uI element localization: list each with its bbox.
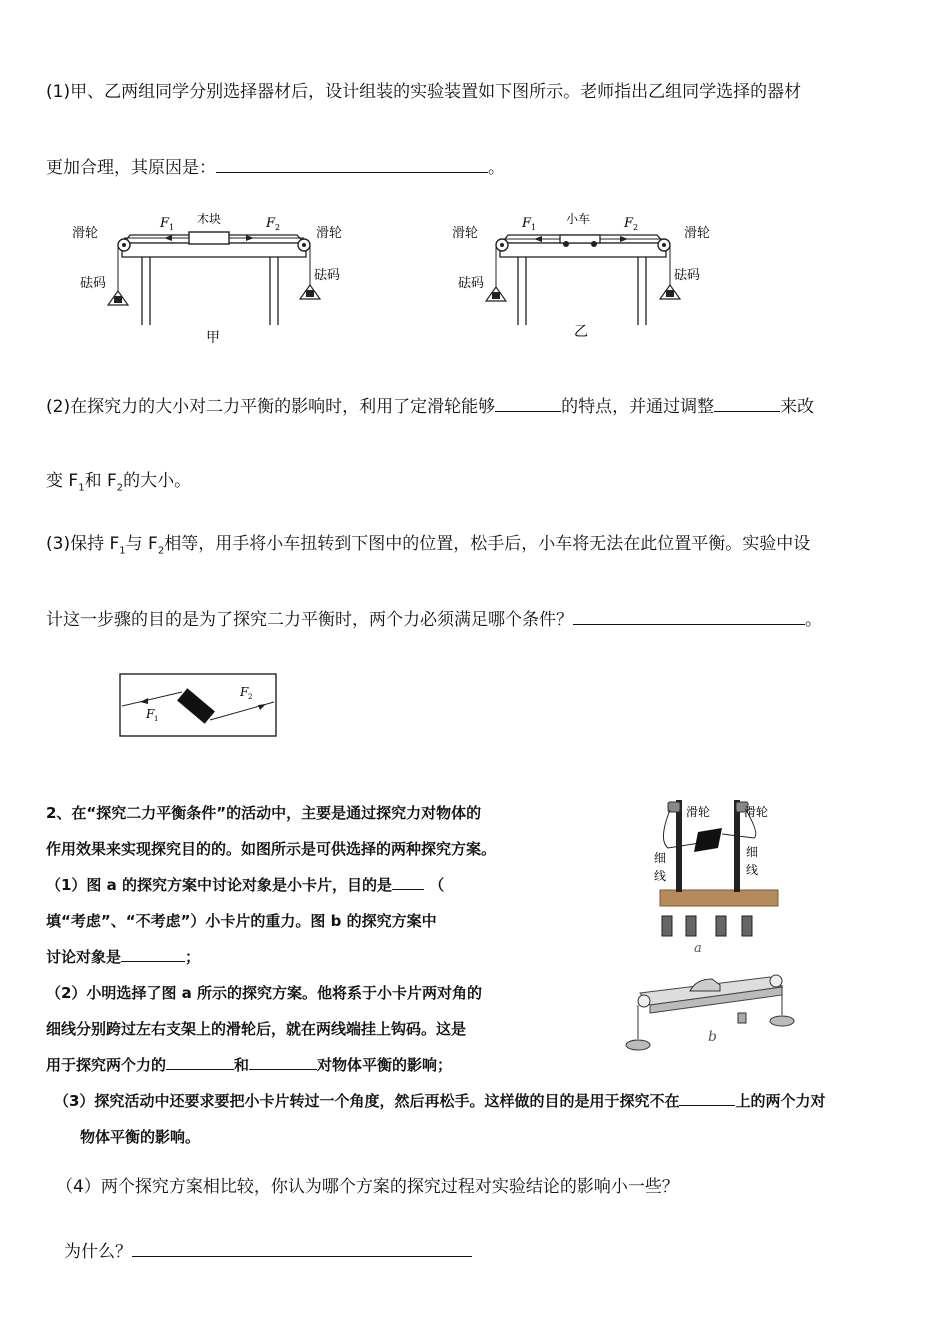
q2-blank-2[interactable] — [121, 946, 185, 962]
fig-a-card — [694, 828, 722, 852]
q1-p2-line1 — [46, 392, 814, 417]
jia-pulley-right-label: 滑轮 — [316, 226, 343, 241]
fig-a-stand-right — [734, 800, 740, 892]
fig-a-pulley-right-label: 滑轮 — [744, 805, 769, 819]
q2-l5-text-a: 讨论对象是 — [46, 948, 122, 966]
q2-l5-text-b: ； — [185, 948, 201, 966]
q1-p2-sub-2: 2 — [116, 482, 124, 494]
jia-f2-sub: 2 — [275, 223, 281, 232]
q2-blank-5[interactable] — [679, 1090, 735, 1106]
yi-weight-right-label: 砝码 — [674, 268, 701, 283]
q1-p3-end: 。 — [805, 610, 822, 630]
fig-b-weight-right — [770, 1016, 794, 1026]
q2-line8 — [46, 1054, 452, 1075]
q1-p3-text-c: 相等，用手将小车扭转到下图中的位置，松手后，小车将无法在此位置平衡。实验中设 — [164, 534, 811, 554]
q1-p2-text-f: 的大小。 — [123, 471, 192, 491]
fig-b-weight-left — [626, 1040, 650, 1050]
q2-l8-text-c: 对物体平衡的影响； — [317, 1056, 453, 1074]
q1-p2-text-d: 变 F — [46, 471, 79, 491]
q2-blank-4[interactable] — [249, 1054, 317, 1070]
q1-p2-text-e: 和 F — [84, 471, 117, 491]
q1-p2-blank-1[interactable] — [495, 394, 561, 412]
q1-p1-answer-blank[interactable] — [216, 155, 488, 173]
q2-l3-text-b: （ — [429, 876, 445, 894]
q2-blank-3[interactable] — [166, 1054, 234, 1070]
q2-l9-text-a: （3）探究活动中还要求要把小卡片转过一个角度，然后再松手。这样做的目的是用于探究不在 — [54, 1092, 680, 1110]
figure-jia — [72, 205, 343, 346]
jia-f1-label: F — [160, 216, 170, 231]
jia-pulley-left-label: 滑轮 — [72, 226, 99, 241]
fig-a-thread-left-1: 细 — [654, 851, 667, 865]
q1-p2-blank-2[interactable] — [714, 394, 780, 412]
fig-b-caption: b — [708, 1029, 717, 1045]
q2-blank-6[interactable] — [132, 1239, 472, 1257]
yi-caption: 乙 — [574, 324, 588, 340]
jia-weight-left-label: 砝码 — [80, 276, 107, 291]
q2-line5 — [46, 946, 200, 967]
q1-p2-line2 — [46, 466, 191, 493]
fig-b-pulley-left — [638, 995, 650, 1007]
fig-a-thread-right-2: 线 — [746, 863, 759, 877]
figure-b — [620, 965, 800, 1065]
q2-line10: 物体平衡的影响。 — [80, 1128, 201, 1146]
q1-p1-end: 。 — [488, 158, 505, 178]
q2-l9-text-b: 上的两个力对 — [735, 1092, 826, 1110]
q2-line6: （2）小明选择了图 a 所示的探究方案。他将系于小卡片两对角的 — [46, 984, 483, 1002]
twist-f2-sub: 2 — [248, 693, 253, 701]
q2-line4: 填“考虑”、“不考虑”）小卡片的重力。图 b 的探究方案中 — [46, 912, 437, 930]
q1-p1-line2 — [46, 153, 505, 178]
q2-line1: 2、在“探究二力平衡条件”的活动中，主要是通过探究力对物体的 — [46, 804, 482, 822]
yi-weight-left-label: 砝码 — [458, 276, 485, 291]
yi-f1-label: F — [522, 216, 532, 231]
jia-weight-right-label: 砝码 — [314, 268, 341, 283]
yi-f1-sub: 1 — [531, 223, 537, 232]
q2-l12-text: 为什么？ — [64, 1242, 132, 1262]
figure-yi — [452, 205, 712, 345]
q2-line3 — [46, 874, 444, 895]
q2-line2: 作用效果来实现探究目的的。如图所示是可供选择的两种探究方案。 — [46, 840, 497, 858]
figure-a — [650, 790, 790, 956]
q1-p2-text-c: 来改 — [780, 397, 815, 417]
q2-l8-text-a: 用于探究两个力的 — [46, 1056, 167, 1074]
jia-wood-block — [189, 232, 229, 244]
yi-f2-label: F — [624, 216, 634, 231]
q1-p3-line1 — [46, 529, 810, 556]
jia-object-label: 木块 — [197, 212, 222, 226]
q2-line9 — [54, 1090, 825, 1111]
yi-f2-sub: 2 — [633, 223, 639, 232]
jia-f2-label: F — [266, 216, 276, 231]
q1-p3-sub-1: 1 — [119, 545, 126, 557]
twist-f1-sub: 1 — [154, 715, 159, 723]
q1-p2-text-a: (2)在探究力的大小对二力平衡的影响时，利用了定滑轮能够 — [46, 397, 496, 417]
q1-p2-text-b: 的特点，并通过调整 — [561, 397, 715, 417]
q2-blank-1[interactable] — [392, 874, 424, 890]
twist-f1-label: F — [146, 707, 155, 721]
yi-object-label: 小车 — [566, 212, 591, 226]
q1-p3-text-d: 计这一步骤的目的是为了探究二力平衡时，两个力必须满足哪个条件？ — [46, 610, 573, 630]
fig-a-thread-right-1: 细 — [746, 845, 759, 859]
q2-line11: （4）两个探究方案相比较，你认为哪个方案的探究过程对实验结论的影响小一些？ — [56, 1177, 679, 1197]
q2-l3-text-a: （1）图 a 的探究方案中讨论对象是小卡片，目的是 — [46, 876, 393, 894]
fig-b-car — [690, 979, 720, 991]
q2-line7: 细线分别跨过左右支架上的滑轮后，就在两线端挂上钩码。这是 — [46, 1020, 467, 1038]
q1-p3-sub-2: 2 — [157, 545, 165, 557]
figure-twisted-cart — [118, 672, 280, 742]
q1-p3-line2 — [46, 605, 822, 630]
jia-caption: 甲 — [206, 330, 220, 346]
fig-b-pulley-right — [770, 975, 782, 987]
jia-f1-sub: 1 — [169, 223, 175, 232]
fig-a-caption: a — [694, 941, 702, 956]
yi-pulley-left-label: 滑轮 — [452, 226, 479, 241]
q1-p1-line1: (1)甲、乙两组同学分别选择器材后，设计组装的实验装置如下图所示。老师指出乙组同学选择的器材 — [46, 82, 802, 102]
fig-a-base — [660, 890, 778, 906]
q1-p3-answer-blank[interactable] — [573, 607, 805, 625]
fig-a-pulley-left-label: 滑轮 — [686, 805, 711, 819]
q1-p3-text-b: 与 F — [125, 534, 158, 554]
fig-a-thread-left-2: 线 — [654, 869, 667, 883]
q2-l8-text-b: 和 — [234, 1056, 250, 1074]
q2-line12 — [64, 1237, 472, 1262]
q1-p1-text: 更加合理，其原因是： — [46, 158, 216, 178]
twist-f2-label: F — [240, 685, 249, 699]
q1-p3-text-a: (3)保持 F — [46, 534, 120, 554]
yi-pulley-right-label: 滑轮 — [684, 226, 711, 241]
q1-p2-sub-1: 1 — [78, 482, 85, 494]
